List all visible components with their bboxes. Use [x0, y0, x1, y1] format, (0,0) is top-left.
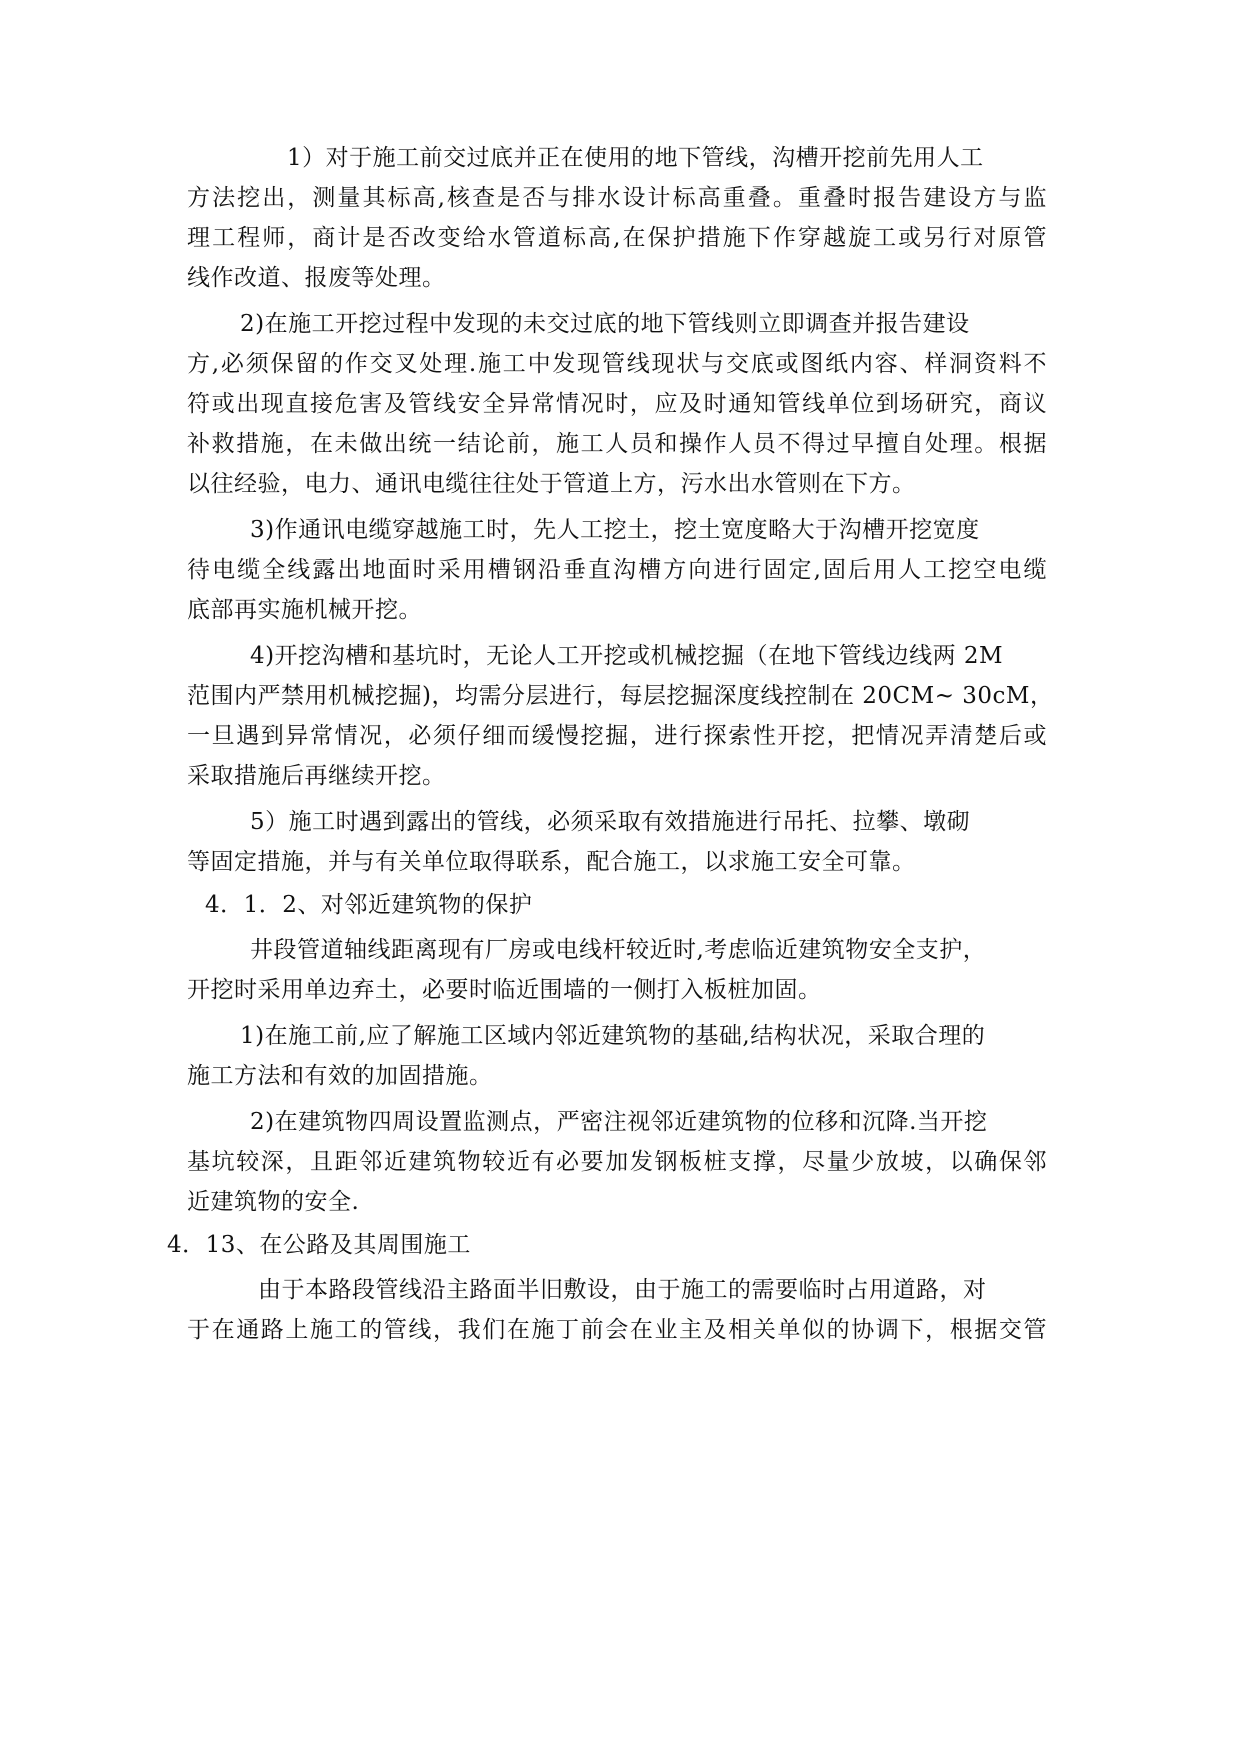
text-line-12: 底部再实施机械开挖。	[187, 597, 422, 623]
section-heading-4-13: 4．13、在公路及其周围施工	[167, 1232, 471, 1258]
text-line-22: 1)在施工前,应了解施工区域内邻近建筑物的基础,结构状况，采取合理的	[240, 1023, 986, 1049]
text-line-14: 范围内严禁用机械挖掘)，均需分层进行，每层挖掘深度线控制在 20CM~ 30cM，	[187, 683, 1054, 709]
text-line-9: 以往经验，电力、通讯电缆往往处于管道上方，污水出水管则在下方。	[187, 471, 916, 497]
text-line-29: 于在通路上施工的管线，我们在施丁前会在业主及相关单似的协调下，根据交管	[187, 1317, 1047, 1343]
text-line-8: 补救措施，在未做出统一结论前，施工人员和操作人员不得过早擅自处理。根据	[187, 431, 1047, 457]
text-line-7: 符或出现直接危害及管线安全异常情况时，应及时通知管线单位到场研究，商议	[187, 391, 1047, 417]
text-line-4: 线作改道、报废等处理。	[187, 265, 446, 291]
text-line-18: 等固定措施，并与有关单位取得联系，配合施工，以求施工安全可靠。	[187, 849, 916, 875]
text-line-21: 开挖时采用单边弃土，必要时临近围墙的一侧打入板桩加固。	[187, 977, 822, 1003]
text-line-23: 施工方法和有效的加固措施。	[187, 1063, 493, 1089]
text-line-17: 5）施工时遇到露出的管线，必须采取有效措施进行吊托、拉攀、墩砌	[250, 809, 971, 835]
text-line-5: 2)在施工开挖过程中发现的未交过底的地下管线则立即调查并报告建设	[240, 311, 970, 337]
text-line-11: 待电缆全线露出地面时采用槽钢沿垂直沟槽方向进行固定,固后用人工挖空电缆	[187, 557, 1047, 583]
text-line-20: 井段管道轴线距离现有厂房或电线杆较近时,考虑临近建筑物安全支护，	[250, 937, 987, 963]
text-line-16: 采取措施后再继续开挖。	[187, 763, 446, 789]
text-line-2: 方法挖出，测量其标高,核查是否与排水设计标高重叠。重叠时报告建设方与监	[187, 185, 1047, 211]
text-line-15: 一旦遇到异常情况，必须仔细而缓慢挖掘，进行探索性开挖，把情况弄清楚后或	[187, 723, 1047, 749]
text-line-24: 2)在建筑物四周设置监测点，严密注视邻近建筑物的位移和沉降.当开挖	[250, 1109, 988, 1135]
text-line-1: 1）对于施工前交过底并正在使用的地下管线，沟槽开挖前先用人工	[287, 145, 984, 171]
text-line-6: 方,必须保留的作交叉处理.施工中发现管线现状与交底或图纸内容、样洞资料不	[187, 351, 1047, 377]
text-line-3: 理工程师，商计是否改变给水管道标高,在保护措施下作穿越旋工或另行对原管	[187, 225, 1047, 251]
text-line-28: 由于本路段管线沿主路面半旧敷设，由于施工的需要临时占用道路，对	[258, 1277, 987, 1303]
section-heading-4-1-2: 4．1．2、对邻近建筑物的保护	[205, 892, 533, 918]
text-line-25: 基坑较深，且距邻近建筑物较近有必要加发钢板桩支撑，尽量少放坡，以确保邻	[187, 1149, 1047, 1175]
text-line-26: 近建筑物的安全.	[187, 1189, 360, 1215]
text-line-13: 4)开挖沟槽和基坑时，无论人工开挖或机械挖掘（在地下管线边线两 2M	[250, 643, 1004, 669]
text-line-10: 3)作通讯电缆穿越施工时，先人工挖土，挖土宽度略大于沟槽开挖宽度	[250, 517, 980, 543]
